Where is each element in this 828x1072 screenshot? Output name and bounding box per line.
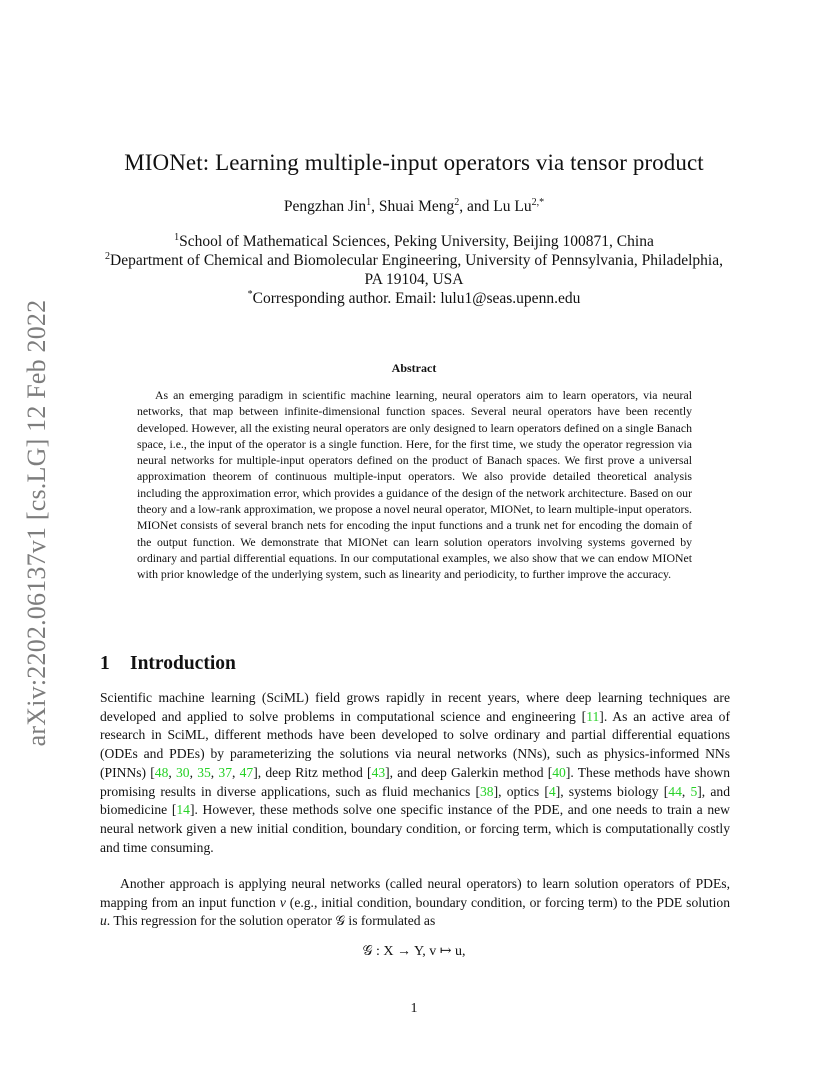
citation-separator: , [232,764,240,780]
paragraph-text: ]. As an active area of research in SciML, different methods have been developed to solve ordinary and partial differential equations (ODEs and PDEs) by parameterizing the solutions via neural networks (NNs), such as physics-informed NNs (PINNs) [ [100,708,730,780]
abstract-text: As an emerging paradigm in scientific machine learning, neural operators aim to learn operators, via neural networks, that map between infinite-dimensional function spaces. Several neural operators have been recently developed. However, all the existing neural operators are only designed to learn operators defined on a single Banach space, i.e., the input of the operator is a single function. Here, for the first time, we study the operator regression via neural networks for multiple-input operators defined on the product of Banach spaces. We first prove a universal approximation theorem of continuous multiple-input operators. We also provide detailed theoretical analysis including the approximation error, which provides a guidance of the design of the network architecture. Based on our theory and a low-rank approximation, we propose a novel neural operator, MIONet, to learn multiple-input operators. MIONet consists of several branch nets for encoding the input functions and a trunk net for encoding the domain of the output function. We demonstrate that MIONet can learn solution operators involving systems governed by ordinary and partial differential equations. In our computational examples, we also show that we can endow MIONet with prior knowledge of the underlying system, such as linearity and periodicity, to further improve the accuracy. [137,388,692,582]
page-number: 1 [410,1001,418,1016]
citation-link[interactable]: 35 [197,764,211,780]
citation-link[interactable]: 4 [548,783,556,799]
abstract-heading: Abstract [391,361,437,375]
paper-title: MIONet: Learning multiple-input operators via tensor product [124,150,704,175]
author-affiliation-mark: 1 [366,196,372,208]
affiliation-text: School of Mathematical Sciences, Peking University, Beijing 100871, China [179,233,654,250]
corresponding-mark: * [247,288,253,300]
paragraph-text: ], optics [ [493,783,549,799]
corresponding-text: Corresponding author. Email: lulu1@seas.upenn.edu [252,290,581,307]
author-name: Shuai Meng [378,198,455,215]
author-list [0,198,828,216]
affiliation-text: Department of Chemical and Biomolecular Engineering, University of Pennsylvania, Philadelphia, PA 19104, USA [110,252,723,288]
affiliation-1 [100,232,728,251]
paragraph-text: Scientific machine learning (SciML) field grows rapidly in recent years, where deep learning techniques are developed and applied to solve problems in computational science and engineering [ [100,690,730,724]
paragraph-text: (e.g., initial condition, boundary condition, or forcing term) to the PDE solution [285,894,730,910]
math-variable: v [279,894,286,910]
section-heading [100,653,236,675]
arxiv-identifier [24,288,50,758]
citation-link[interactable]: 40 [552,764,566,780]
affiliation-2 [100,251,728,289]
paragraph-text: . This regression for the solution operator [106,913,336,929]
citation-link[interactable]: 5 [690,783,698,799]
affiliation-mark: 1 [174,231,180,243]
citation-separator: , [210,764,219,780]
paragraph-text: ], and biomedicine [ [100,783,731,818]
affiliation-mark: 2 [105,250,111,262]
paragraph-text: Another approach is applying neural networks (called neural operators) to learn solution operators of PDEs, mapping from an input function [100,876,730,910]
author-name: Lu Lu [493,198,532,215]
paragraph-text: is formulated as [345,913,436,929]
citation-link[interactable]: 43 [371,764,386,780]
author-affiliation-mark: 2,* [531,196,545,208]
citation-separator: , [168,764,176,780]
intro-paragraph-1 [100,689,730,857]
citation-link[interactable]: 47 [239,764,254,780]
author-separator: , and [459,198,494,215]
author-name: Pengzhan Jin [283,198,367,215]
citation-separator: , [681,783,691,799]
author-separator: , [371,198,379,215]
corresponding-author [100,289,728,308]
citation-link[interactable]: 37 [218,764,232,780]
citation-link[interactable]: 48 [154,764,169,780]
affiliations [100,232,728,308]
display-equation: 𝒢 : X → Y, v ↦ u, [362,944,466,959]
intro-paragraph-2 [100,875,730,931]
citation-link[interactable]: 14 [176,802,190,818]
paragraph-text: ]. However, these methods solve one specific instance of the PDE, and one needs to train a new neural network given a new initial condition, boundary condition, or forcing term, which is computationally costly and time consuming. [100,802,730,855]
citation-link[interactable]: 30 [176,764,190,780]
citation-separator: , [189,764,198,780]
paragraph-text: ]. These methods have shown promising results in diverse applications, such as fluid mechanics [ [100,764,731,799]
paragraph-text: ], deep Ritz method [ [253,764,372,780]
citation-link[interactable]: 44 [668,783,682,799]
math-variable: u [100,913,107,929]
section-title: Introduction [130,653,236,674]
paragraph-text: ], and deep Galerkin method [ [385,764,553,780]
citation-link[interactable]: 38 [480,783,494,799]
section-number: 1 [100,653,110,674]
math-operator-symbol: 𝒢 [335,913,346,929]
author-affiliation-mark: 2 [454,196,460,208]
paragraph-text: ], systems biology [ [555,783,669,799]
citation-link[interactable]: 11 [586,708,600,724]
arxiv-identifier-text: arXiv:2202.06137v1 [cs.LG] 12 Feb 2022 [22,299,51,747]
